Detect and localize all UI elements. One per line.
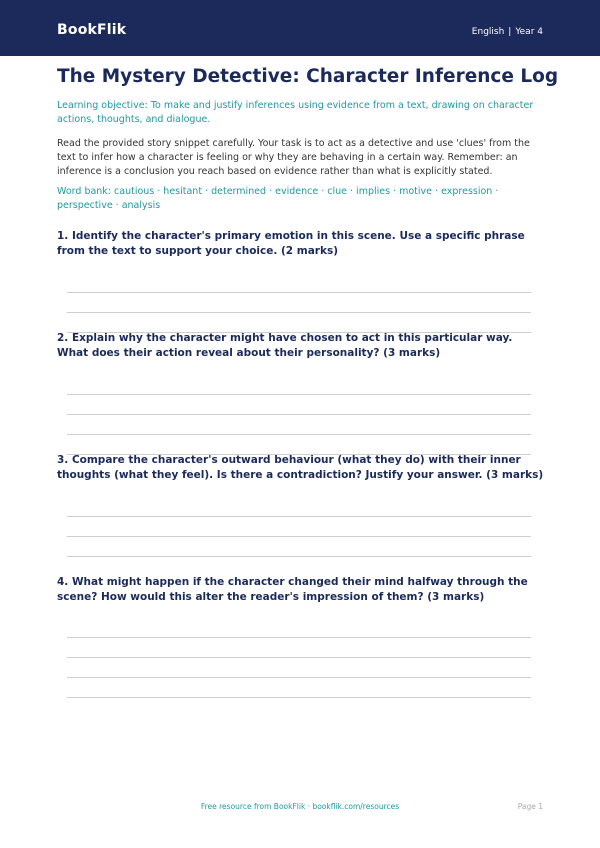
word-bank: Word bank: cautious · hesitant · determined · evidence · clue · implies · motive · expression · perspective · analysis <box>57 186 499 211</box>
answer-line[interactable] <box>67 556 531 557</box>
subject-year-label <box>472 27 543 37</box>
answer-line[interactable] <box>67 516 531 517</box>
answer-line[interactable] <box>67 697 531 698</box>
answer-line[interactable] <box>67 414 531 415</box>
page-title: The Mystery Detective: Character Inference Log <box>57 66 559 87</box>
answer-line[interactable] <box>67 677 531 678</box>
question-2: 2. Explain why the character might have chosen to act in this particular way. What does their action reveal about their personality? (3 marks) <box>57 332 513 359</box>
footer-credit-link[interactable]: Free resource from BookFlik · bookflik.com/resources <box>200 802 400 811</box>
answer-line[interactable] <box>67 657 531 658</box>
question-3: 3. Compare the character's outward behaviour (what they do) with their inner thoughts (what they feel). Is there a contradiction? Justify your answer. (3 marks) <box>57 454 544 481</box>
answer-line[interactable] <box>67 536 531 537</box>
answer-line[interactable] <box>67 292 531 293</box>
answer-line[interactable] <box>67 312 531 313</box>
meta-separator: | <box>508 27 512 37</box>
header-bar <box>0 0 600 56</box>
answer-line[interactable] <box>67 394 531 395</box>
subject-label: English <box>471 27 505 37</box>
learning-objective: Learning objective: To make and justify inferences using evidence from a text, drawing on character actions, thoughts, and dialogue. <box>57 100 534 125</box>
question-1: 1. Identify the character's primary emotion in this scene. Use a specific phrase from the text to support your choice. (2 marks) <box>57 230 525 257</box>
instructions-text: Read the provided story snippet carefully. Your task is to act as a detective and use 'clues' from the text to infer how a character is feeling or why they are behaving in a certain way. Remember: an inference is a conclusion you reach based on evidence rather than what is explicitly stated. <box>57 138 530 177</box>
brand-logo[interactable]: BookFlik <box>57 22 127 38</box>
answer-line[interactable] <box>67 637 531 638</box>
page-number: Page 1 <box>517 802 543 811</box>
year-label: Year 4 <box>515 27 543 37</box>
question-4: 4. What might happen if the character changed their mind halfway through the scene? How would this alter the reader's impression of them? (3 marks) <box>57 576 528 603</box>
answer-line[interactable] <box>67 434 531 435</box>
